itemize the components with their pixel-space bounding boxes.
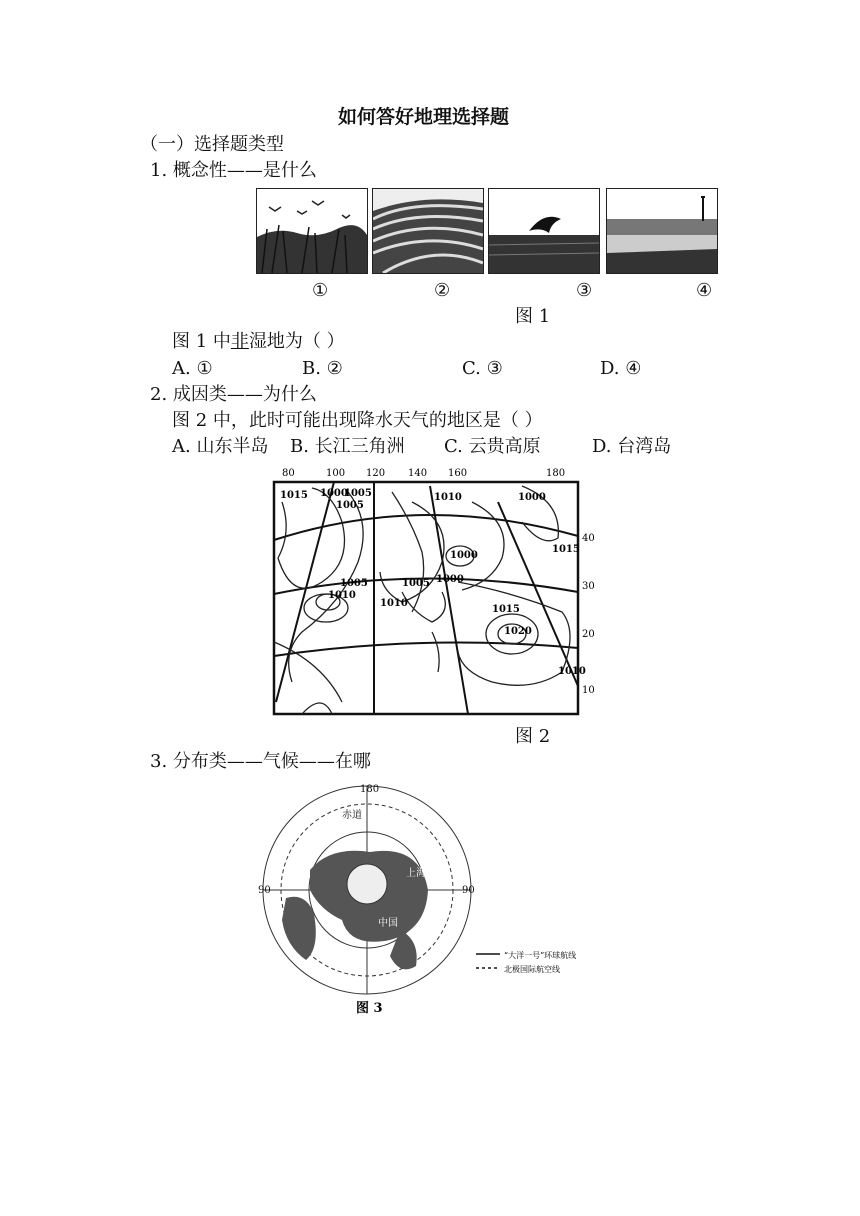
photo-4-lake-shore: [606, 188, 718, 274]
q1-stem: [172, 331, 345, 353]
lon-tick-140: 140: [408, 468, 428, 479]
q1-stem-b: 湿地为（ ）: [248, 331, 345, 352]
q1-option-c: C. ③: [462, 358, 503, 379]
isobar-label: 1000: [450, 550, 478, 561]
lon-tick-180: 180: [546, 468, 566, 479]
isobar-label: 1010: [380, 598, 408, 609]
isobar-label: 1015: [552, 544, 580, 555]
lat-tick-10: 10: [582, 685, 595, 696]
q2-option-d: D. 台湾岛: [592, 436, 672, 457]
lon-tick-100: 100: [326, 468, 346, 479]
q1-option-d: D. ④: [600, 358, 642, 379]
isobar-label: 1005: [336, 500, 364, 511]
q2-option-c: C. 云贵高原: [444, 436, 541, 457]
q1-option-a: A. ①: [172, 358, 213, 379]
photo-3-dolphin-sea: [488, 188, 600, 274]
lon-tick-160: 160: [448, 468, 468, 479]
section-heading: （一）选择题类型: [140, 134, 284, 155]
figure-3-polar-map: [250, 780, 590, 1020]
isobar-label: 1015: [280, 490, 308, 501]
isobar-label: 1005: [340, 578, 368, 589]
lon-tick-120: 120: [366, 468, 386, 479]
isobar-label: 1020: [504, 626, 532, 637]
map-label-90e: 90: [462, 885, 475, 896]
lat-tick-40: 40: [582, 533, 595, 544]
q2-heading: 2. 成因类——为什么: [150, 384, 317, 405]
map-label-shanghai: 上海: [406, 868, 426, 879]
lat-tick-30: 30: [582, 581, 595, 592]
isobar-label: 1000: [436, 574, 464, 585]
isobar-label: 1015: [492, 604, 520, 615]
q2-option-a: A. 山东半岛: [172, 436, 269, 457]
isobar-label: 1000: [518, 492, 546, 503]
photo-label-3: ③: [576, 280, 593, 301]
isobar-label: 1010: [558, 666, 586, 677]
map-label-90w: 90: [258, 885, 271, 896]
photo-1-birds-reeds: [256, 188, 368, 274]
photo-label-4: ④: [696, 280, 713, 301]
photo-2-terraces: [372, 188, 484, 274]
isobar-label: 1005: [344, 488, 372, 499]
q1-stem-emphasis: 非: [230, 331, 249, 352]
isobar-label: 1000: [320, 488, 348, 499]
photo-label-1: ①: [312, 280, 329, 301]
legend-airline: 北极国际航空线: [504, 965, 560, 974]
lat-tick-20: 20: [582, 629, 595, 640]
photo-label-2: ②: [434, 280, 451, 301]
q2-option-b: B. 长江三角洲: [290, 436, 405, 457]
page-title: 如何答好地理选择题: [338, 106, 510, 128]
map-label-equator: 赤道: [342, 810, 362, 821]
figure-2-isobar-map: [262, 462, 602, 722]
map-label-180: 180: [360, 784, 380, 795]
figure-2-caption: 图 2: [515, 726, 551, 747]
map-label-china: 中国: [378, 918, 398, 929]
figure-3-caption: 图 3: [356, 1001, 383, 1016]
q1-heading: 1. 概念性——是什么: [150, 160, 317, 181]
isobar-label: 1010: [434, 492, 462, 503]
q1-option-b: B. ②: [302, 358, 343, 379]
q1-stem-a: 图 1 中: [172, 331, 231, 352]
q2-stem: 图 2 中，此时可能出现降水天气的地区是（ ）: [172, 410, 543, 431]
figure-1-caption: 图 1: [515, 306, 551, 327]
lon-tick-80: 80: [282, 468, 295, 479]
isobar-label: 1010: [328, 590, 356, 601]
legend-route: “大洋一号”环球航线: [504, 951, 577, 960]
isobar-label: 1005: [402, 578, 430, 589]
q3-heading: 3. 分布类——气候——在哪: [150, 751, 371, 772]
